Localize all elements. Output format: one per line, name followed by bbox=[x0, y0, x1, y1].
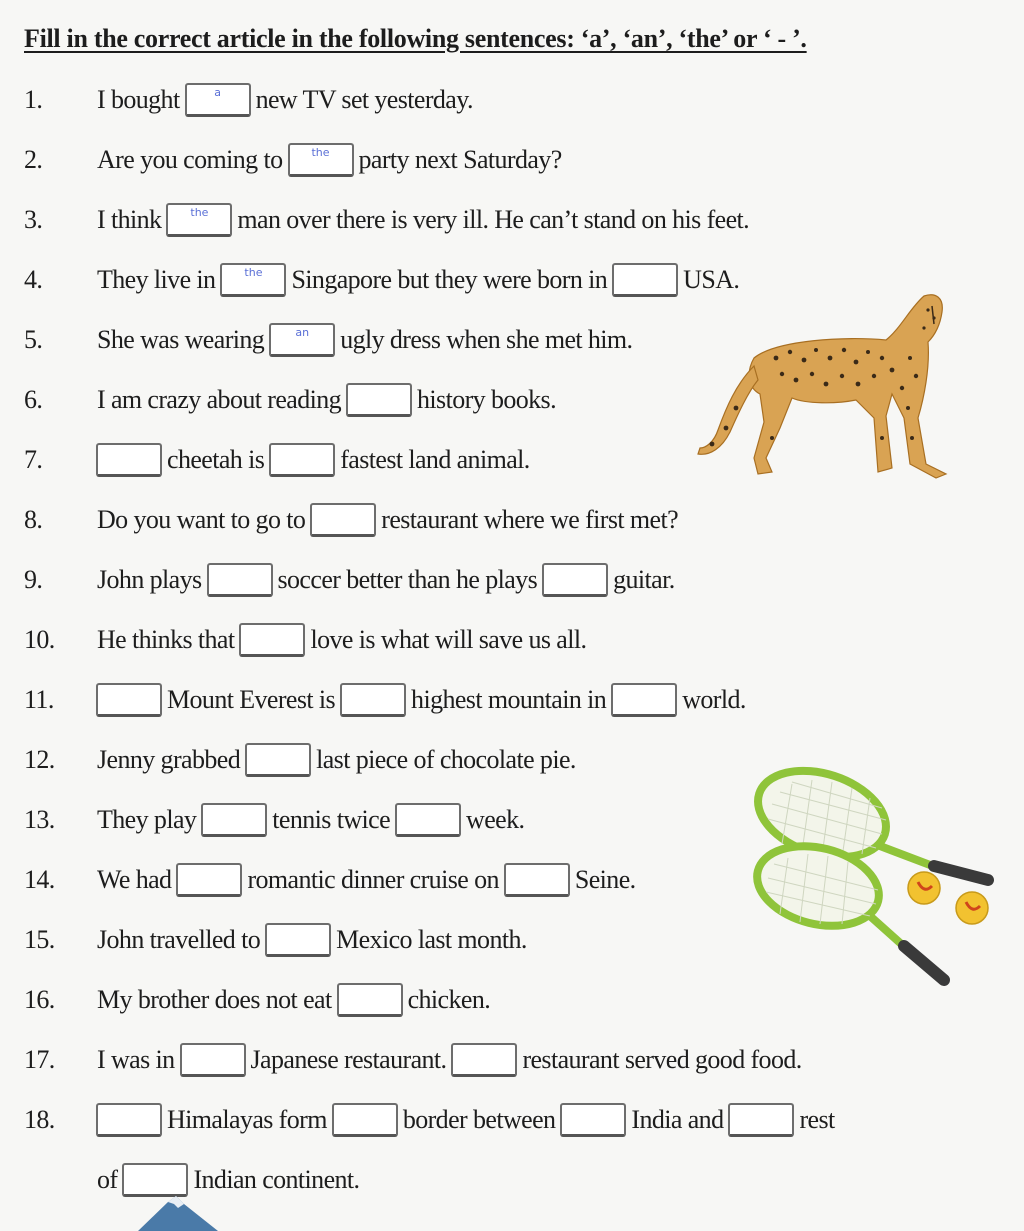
answer-box[interactable] bbox=[612, 263, 678, 297]
sentence bbox=[94, 1163, 362, 1197]
sentence bbox=[94, 143, 565, 177]
sentence bbox=[94, 983, 493, 1017]
sentence-text: cheetah is bbox=[167, 445, 265, 474]
sentence-text: restaurant served good food. bbox=[522, 1045, 802, 1074]
answer-box[interactable] bbox=[337, 983, 403, 1017]
sentence-text: Jenny grabbed bbox=[97, 745, 241, 774]
sentence-text: romantic dinner cruise on bbox=[247, 865, 499, 894]
sentence-text: Japanese restaurant. bbox=[250, 1045, 447, 1074]
sentence bbox=[94, 263, 742, 297]
exercise-number: 4. bbox=[24, 265, 43, 294]
sentence-text: Seine. bbox=[574, 865, 636, 894]
sentence-text: My brother does not eat bbox=[97, 985, 332, 1014]
sentence bbox=[94, 923, 530, 957]
sentence-text: world. bbox=[682, 685, 746, 714]
sentence-text: love is what will save us all. bbox=[310, 625, 587, 654]
sentence-text: week. bbox=[466, 805, 525, 834]
answer-box[interactable] bbox=[176, 863, 242, 897]
sentence-text: India and bbox=[631, 1105, 724, 1134]
answer-box[interactable] bbox=[269, 323, 335, 357]
page-title: Fill in the correct article in the following sentences: ‘a’, ‘an’, ‘the’ or ‘ - ’. bbox=[24, 24, 807, 53]
answer-box[interactable] bbox=[245, 743, 311, 777]
sentence bbox=[94, 1103, 838, 1137]
exercise-number: 1. bbox=[24, 85, 43, 114]
sentence-text: USA. bbox=[683, 265, 740, 294]
sentence-text: border between bbox=[402, 1105, 556, 1134]
sentence bbox=[94, 863, 639, 897]
answer-box[interactable] bbox=[207, 563, 273, 597]
answer-box[interactable] bbox=[611, 683, 677, 717]
exercise-number: 10. bbox=[24, 625, 55, 654]
exercise-number: 9. bbox=[24, 565, 43, 594]
sentence-text: new TV set yesterday. bbox=[255, 85, 473, 114]
answer-box[interactable] bbox=[451, 1043, 517, 1077]
answer-text: the bbox=[311, 146, 330, 159]
sentence-text: Indian continent. bbox=[193, 1165, 360, 1194]
answer-box[interactable] bbox=[180, 1043, 246, 1077]
sentence-text: man over there is very ill. He can’t stand on his feet. bbox=[237, 205, 750, 234]
sentence-text: ugly dress when she met him. bbox=[340, 325, 633, 354]
exercise-number: 6. bbox=[24, 385, 43, 414]
sentence-text: They play bbox=[97, 805, 197, 834]
sentence bbox=[94, 803, 527, 837]
answer-text: an bbox=[295, 326, 310, 339]
answer-box[interactable] bbox=[504, 863, 570, 897]
answer-text: the bbox=[190, 206, 209, 219]
exercise-number: 7. bbox=[24, 445, 43, 474]
sentence-text: highest mountain in bbox=[411, 685, 607, 714]
sentence bbox=[94, 503, 681, 537]
answer-box[interactable] bbox=[310, 503, 376, 537]
sentence bbox=[94, 1043, 805, 1077]
sentence bbox=[94, 683, 749, 717]
sentence-text: Do you want to go to bbox=[97, 505, 306, 534]
sentence-text: last piece of chocolate pie. bbox=[316, 745, 576, 774]
cheetah-image bbox=[696, 288, 958, 488]
sentence-text: guitar. bbox=[613, 565, 675, 594]
sentence-text: John plays bbox=[97, 565, 202, 594]
sentence-text: They live in bbox=[97, 265, 216, 294]
exercise-number: 15. bbox=[24, 925, 55, 954]
sentence-text: Himalayas form bbox=[167, 1105, 327, 1134]
sentence-text: soccer better than he plays bbox=[277, 565, 538, 594]
exercise-number: 16. bbox=[24, 985, 55, 1014]
sentence-text: restaurant where we first met? bbox=[381, 505, 679, 534]
sentence bbox=[94, 83, 476, 117]
exercise-number: 17. bbox=[24, 1045, 55, 1074]
sentence-text: I bought bbox=[97, 85, 180, 114]
answer-box[interactable] bbox=[269, 443, 335, 477]
sentence-text: of bbox=[97, 1165, 118, 1194]
answer-box[interactable] bbox=[265, 923, 331, 957]
answer-box[interactable] bbox=[96, 443, 162, 477]
sentence-text: I am crazy about reading bbox=[97, 385, 342, 414]
answer-box[interactable] bbox=[96, 683, 162, 717]
answer-box[interactable] bbox=[395, 803, 461, 837]
sentence bbox=[94, 383, 559, 417]
sentence-text: John travelled to bbox=[97, 925, 261, 954]
answer-box[interactable] bbox=[346, 383, 412, 417]
sentence-text: party next Saturday? bbox=[358, 145, 562, 174]
answer-box[interactable] bbox=[560, 1103, 626, 1137]
sentence bbox=[94, 743, 579, 777]
sentence-text: Mexico last month. bbox=[336, 925, 527, 954]
sentence-text: history books. bbox=[417, 385, 556, 414]
exercise-number: 2. bbox=[24, 145, 43, 174]
answer-box[interactable] bbox=[201, 803, 267, 837]
sentence-text: I think bbox=[97, 205, 162, 234]
answer-box[interactable] bbox=[239, 623, 305, 657]
answer-box[interactable] bbox=[288, 143, 354, 177]
answer-text: the bbox=[244, 266, 263, 279]
sentence bbox=[94, 323, 635, 357]
sentence-text: tennis twice bbox=[272, 805, 391, 834]
sentence-text: chicken. bbox=[407, 985, 491, 1014]
exercise-number: 3. bbox=[24, 205, 43, 234]
answer-box[interactable] bbox=[96, 1103, 162, 1137]
sentence-text: I was in bbox=[97, 1045, 175, 1074]
answer-box[interactable] bbox=[220, 263, 286, 297]
exercise-number: 14. bbox=[24, 865, 55, 894]
exercise-number: 18. bbox=[24, 1105, 55, 1134]
answer-box[interactable] bbox=[185, 83, 251, 117]
sentence-text: Singapore but they were born in bbox=[291, 265, 608, 294]
tennis-rackets-image bbox=[752, 764, 996, 994]
sentence-text: He thinks that bbox=[97, 625, 235, 654]
sentence bbox=[94, 203, 752, 237]
exercise-number: 11. bbox=[24, 685, 54, 714]
answer-box[interactable] bbox=[542, 563, 608, 597]
exercise-number: 5. bbox=[24, 325, 43, 354]
answer-box[interactable] bbox=[332, 1103, 398, 1137]
exercise-number: 12. bbox=[24, 745, 55, 774]
sentence-text: She was wearing bbox=[97, 325, 265, 354]
answer-text: a bbox=[214, 86, 221, 99]
exercise-number: 13. bbox=[24, 805, 55, 834]
mountain-image bbox=[138, 1194, 218, 1231]
sentence-text: Are you coming to bbox=[97, 145, 283, 174]
answer-box[interactable] bbox=[340, 683, 406, 717]
sentence bbox=[94, 443, 533, 477]
sentence-text: fastest land animal. bbox=[340, 445, 530, 474]
answer-box[interactable] bbox=[166, 203, 232, 237]
sentence bbox=[94, 623, 589, 657]
answer-box[interactable] bbox=[728, 1103, 794, 1137]
answer-box[interactable] bbox=[122, 1163, 188, 1197]
sentence bbox=[94, 563, 678, 597]
sentence-text: We had bbox=[97, 865, 172, 894]
sentence-text: Mount Everest is bbox=[167, 685, 336, 714]
sentence-text: rest bbox=[799, 1105, 835, 1134]
exercise-number: 8. bbox=[24, 505, 43, 534]
